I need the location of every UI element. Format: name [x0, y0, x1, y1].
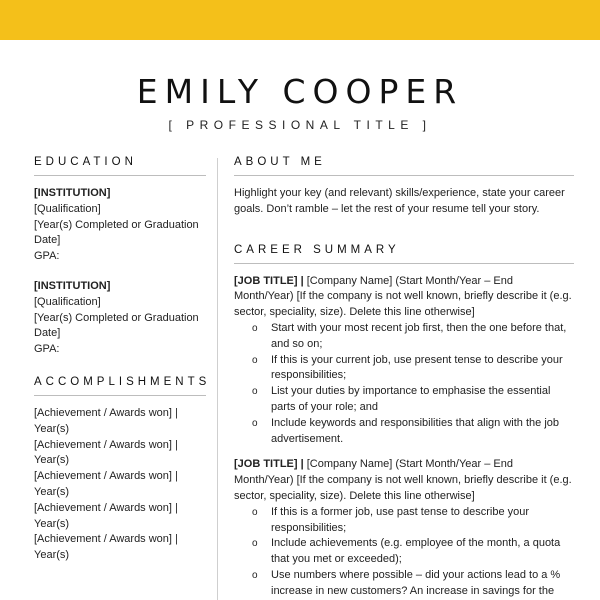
job-header — [234, 457, 574, 504]
education-heading: EDUCATION — [34, 156, 206, 176]
column-divider — [217, 158, 218, 600]
accomplishment-item: [Achievement / Awards won] | Year(s) — [34, 438, 178, 467]
job-bullet — [252, 416, 574, 448]
job-details: [Company Name] (Start Month/Year – End Month/Year) [If the company is not well known, briefly describe it (e.g. sector, speciality, size). Delete this line otherwise] — [234, 274, 572, 319]
education-entry — [34, 279, 206, 358]
job-title: [JOB TITLE] | — [234, 458, 304, 471]
job-bullet — [252, 353, 574, 385]
qualification: [Qualification] — [34, 202, 101, 215]
job-bullet — [252, 536, 574, 568]
accomplishments-heading: ACCOMPLISHMENTS — [34, 376, 206, 396]
bullet-marker: o — [252, 322, 258, 334]
job-bullet — [252, 384, 574, 416]
job-bullets — [252, 505, 574, 600]
bullet-text: If this is a former job, use past tense to describe your responsibilities; — [271, 505, 530, 534]
job-title: [JOB TITLE] | — [234, 274, 304, 287]
bullet-marker: o — [252, 386, 258, 398]
bullet-marker: o — [252, 569, 258, 581]
gpa-label: GPA: — [34, 343, 60, 356]
job-bullet — [252, 505, 574, 537]
bullet-text: Include achievements (e.g. employee of the month, a quota that you met or exceeded); — [271, 537, 561, 566]
bullet-marker: o — [252, 354, 258, 366]
right-column — [234, 156, 574, 600]
bullet-marker: o — [252, 506, 258, 518]
completion-years: [Year(s) Completed or Graduation Date] — [34, 218, 199, 247]
bullet-text: Include keywords and responsibilities that align with the job advertisement. — [271, 416, 559, 445]
about-heading: ABOUT ME — [234, 156, 574, 176]
qualification: [Qualification] — [34, 295, 101, 308]
job-bullets — [252, 321, 574, 447]
bullet-marker: o — [252, 417, 258, 429]
completion-years: [Year(s) Completed or Graduation Date] — [34, 311, 199, 340]
bullet-text: List your duties by importance to emphasise the essential parts of your role; and — [271, 385, 551, 413]
bullet-text: Start with your most recent job first, then the one before that, and so on; — [271, 321, 567, 350]
bullet-text: Use numbers where possible – did your actions lead to a % increase in new customers? An increase in savings for the — [271, 568, 561, 597]
job-entry — [234, 457, 574, 599]
about-text: Highlight your key (and relevant) skills/experience, state your career goals. Don’t ramble – let the rest of your resume tell your story. — [234, 187, 565, 215]
institution-name: [INSTITUTION] — [34, 187, 111, 199]
gpa-label: GPA: — [34, 250, 60, 263]
accomplishment-item: [Achievement / Awards won] | Year(s) — [34, 533, 178, 562]
job-details: [Company Name] (Start Month/Year – End Month/Year) [If the company is not well known, briefly describe it (e.g. sector, speciality, size). Delete this line otherwise] — [234, 458, 572, 502]
institution-name: [INSTITUTION] — [34, 279, 111, 292]
accomplishment-item: [Achievement / Awards won] | Year(s) — [34, 501, 178, 530]
candidate-name: EMILY COOPER — [136, 72, 464, 111]
accent-header-bar — [0, 0, 600, 40]
left-column — [34, 156, 211, 564]
job-bullet — [252, 321, 574, 353]
job-header — [234, 274, 574, 321]
education-entry — [34, 186, 206, 265]
accomplishment-item: [Achievement / Awards won] | Year(s) — [34, 406, 178, 435]
accomplishment-item: [Achievement / Awards won] | Year(s) — [34, 470, 178, 498]
bullet-text: If this is your current job, use present tense to describe your responsibilities; — [271, 353, 563, 382]
job-bullet — [252, 568, 574, 600]
professional-title: [ PROFESSIONAL TITLE ] — [168, 118, 432, 132]
job-entry — [234, 274, 574, 448]
career-heading: CAREER SUMMARY — [234, 244, 574, 264]
bullet-marker: o — [252, 538, 258, 550]
